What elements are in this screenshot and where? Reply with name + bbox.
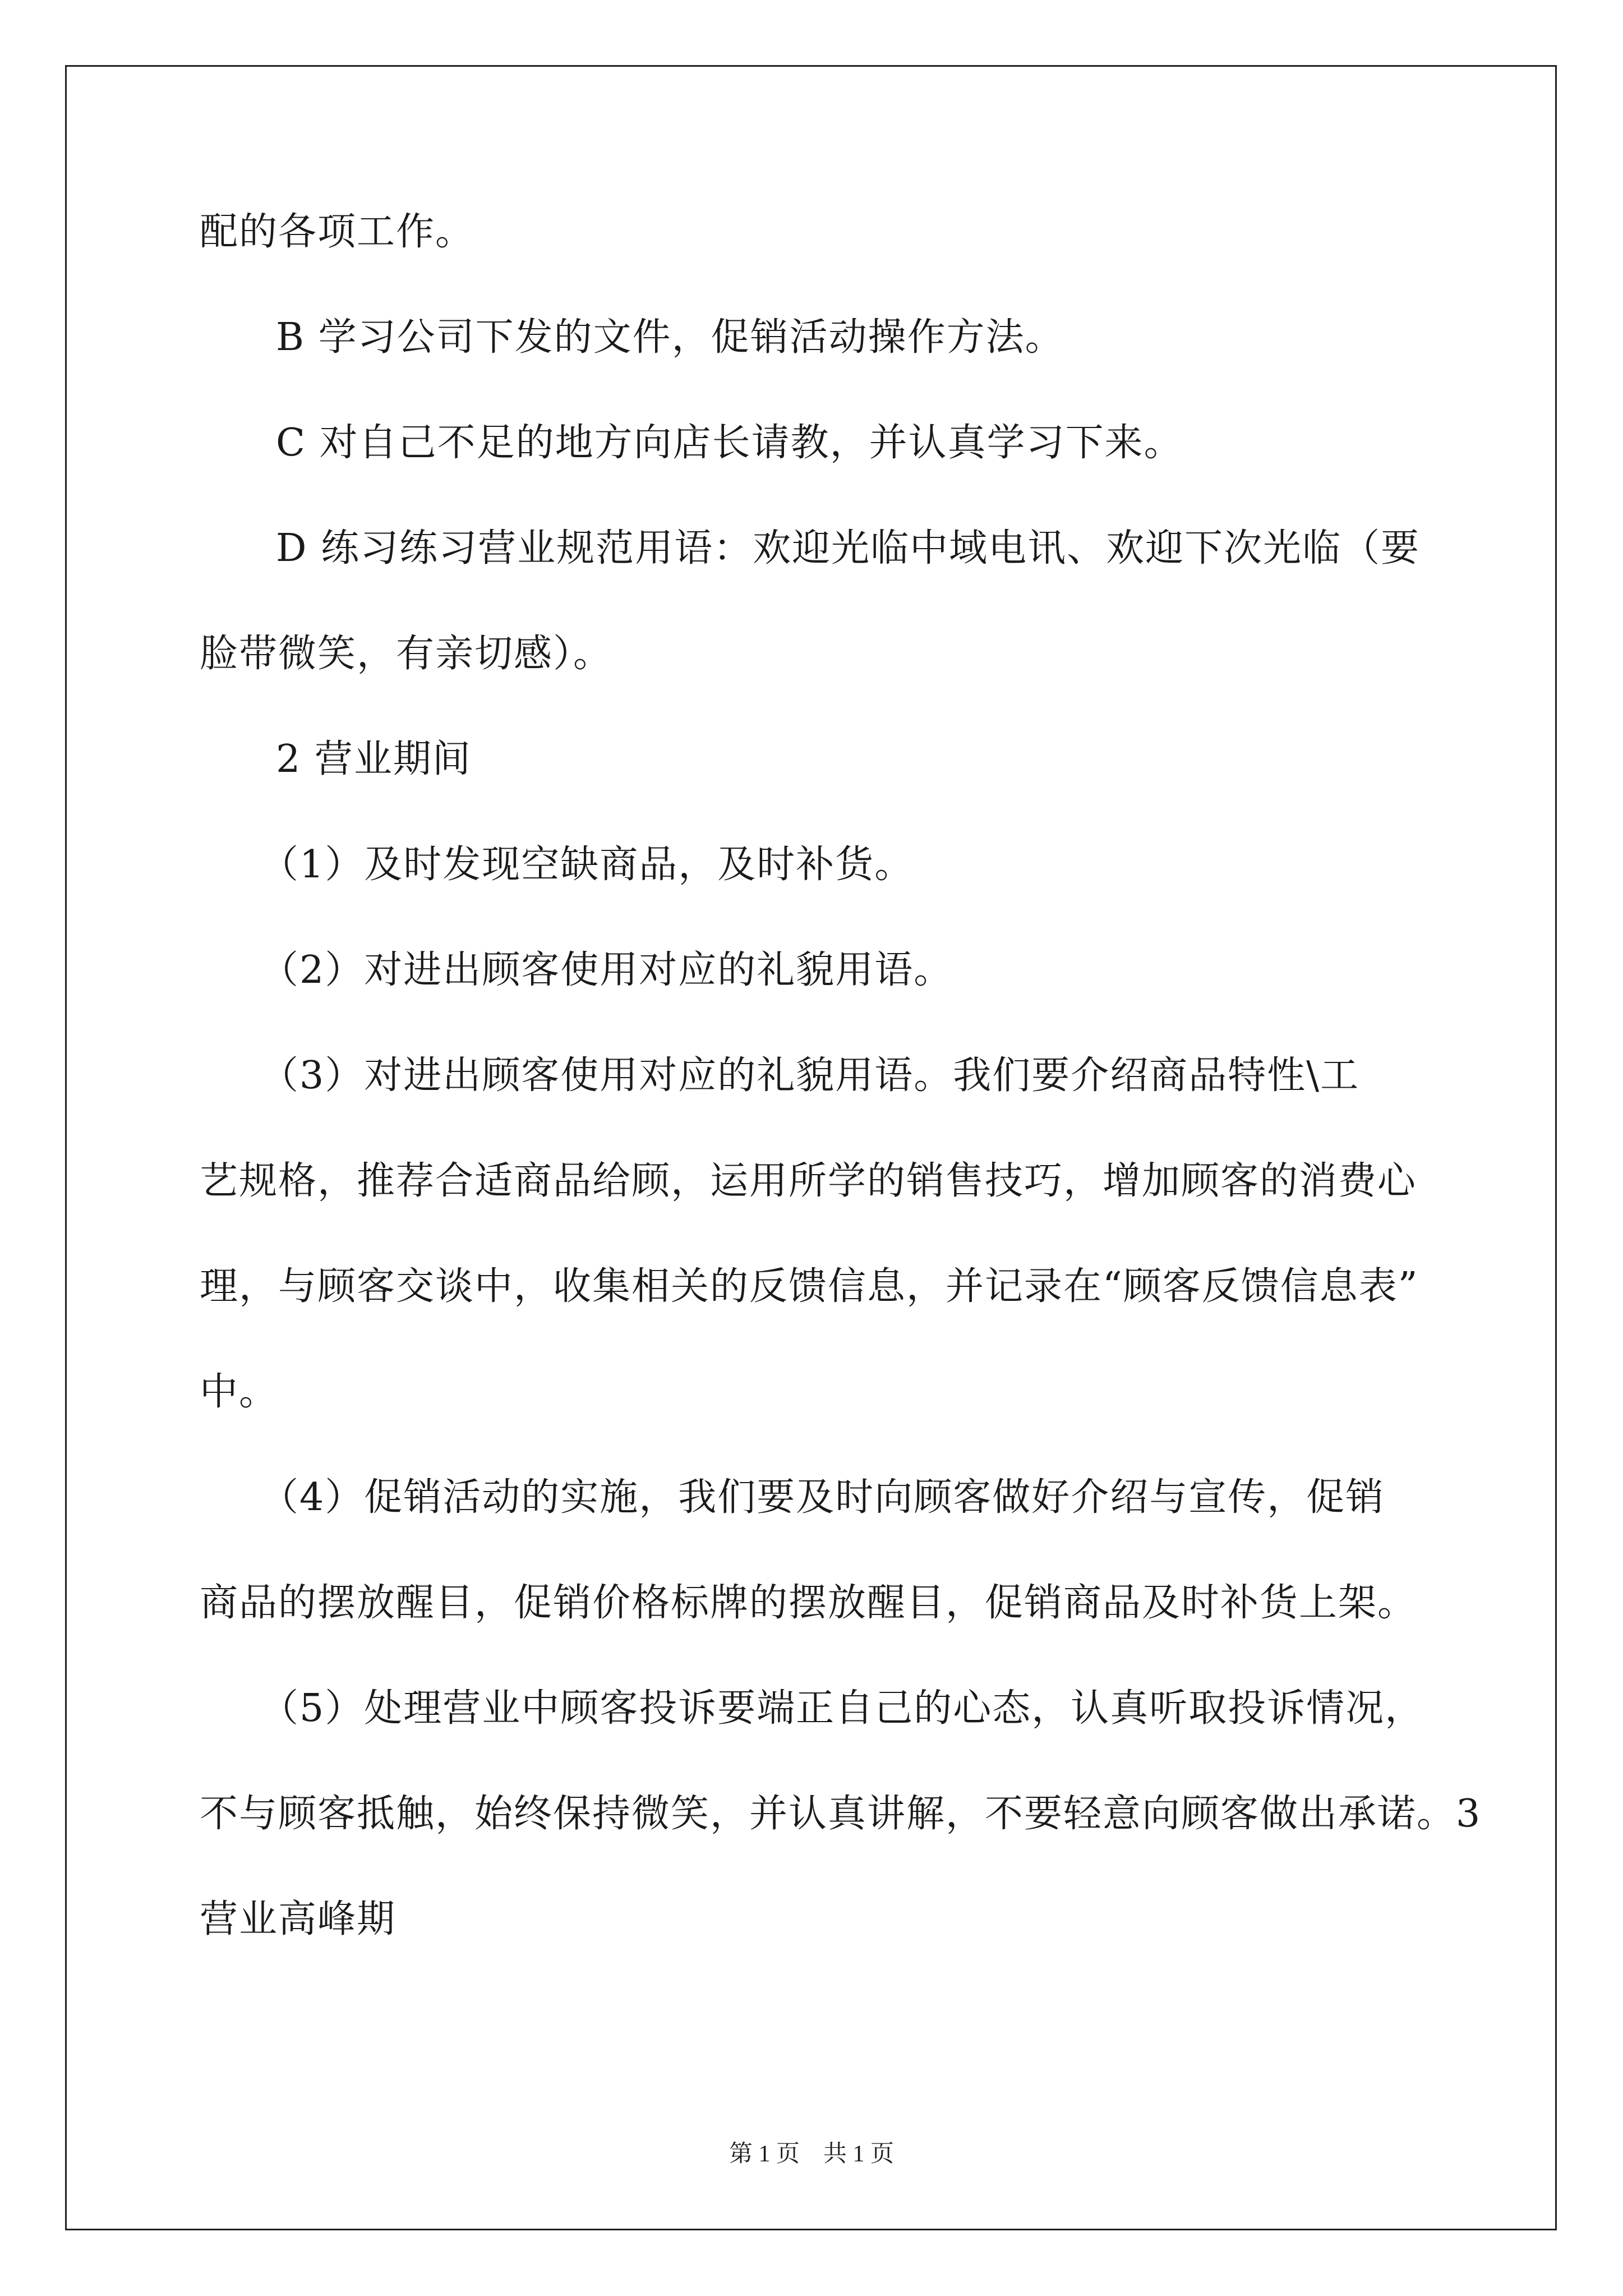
text-line-3: C 对自己不足的地方向店长请教，并认真学习下来。	[276, 421, 1183, 465]
text-line-8: （2）对进出顾客使用对应的礼貌用语。	[260, 948, 953, 992]
text-line-17: 营业高峰期	[200, 1897, 396, 1941]
text-line-5: 脸带微笑，有亲切感）。	[200, 632, 613, 676]
text-line-7: （1）及时发现空缺商品，及时补货。	[260, 843, 914, 887]
text-line-16: 不与顾客抵触，始终保持微笑，并认真讲解，不要轻意向顾客做出承诺。3	[200, 1792, 1482, 1836]
text-line-4: D 练习练习营业规范用语：欢迎光临中域电讯、欢迎下次光临（要	[276, 526, 1421, 570]
text-line-9: （3）对进出顾客使用对应的礼貌用语。我们要介绍商品特性\工	[260, 1053, 1360, 1098]
text-line-2: B 学习公司下发的文件，促销活动操作方法。	[276, 315, 1064, 360]
page-footer: 第 1 页 共 1 页	[728, 2141, 894, 2167]
text-line-11: 理，与顾客交谈中，收集相关的反馈信息，并记录在“顾客反馈信息表”	[200, 1264, 1419, 1309]
text-line-10: 艺规格，推荐合适商品给顾，运用所学的销售技巧，增加顾客的消费心	[200, 1159, 1417, 1203]
text-line-1: 配的各项工作。	[200, 210, 475, 254]
text-line-6: 2 营业期间	[276, 737, 472, 781]
text-line-13: （4）促销活动的实施，我们要及时向顾客做好介绍与宣传，促销	[260, 1475, 1385, 1520]
text-line-12: 中。	[200, 1370, 279, 1414]
text-line-14: 商品的摆放醒目，促销价格标牌的摆放醒目，促销商品及时补货上架。	[200, 1581, 1417, 1625]
text-line-15: （5）处理营业中顾客投诉要端正自己的心态，认真听取投诉情况，	[260, 1686, 1424, 1731]
